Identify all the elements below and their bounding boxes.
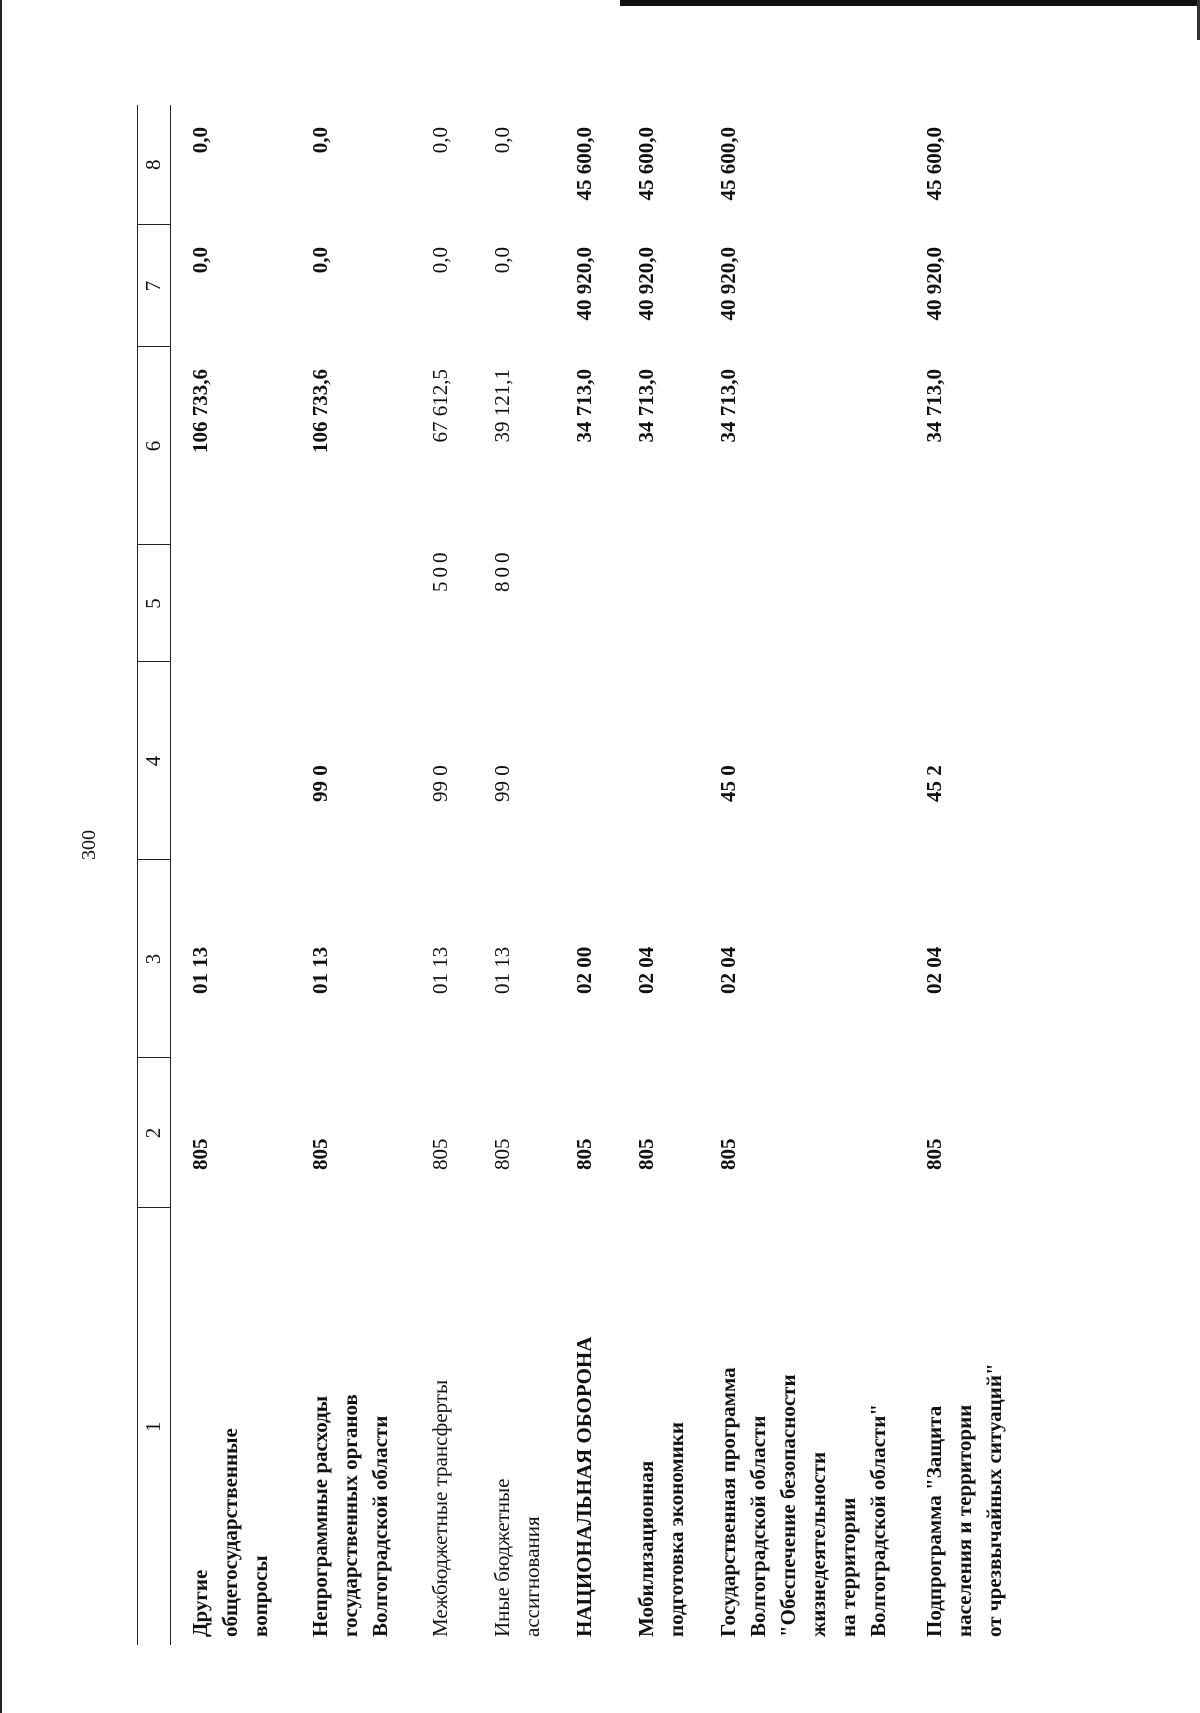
row-label: Межбюджетные трансферты bbox=[427, 1379, 452, 1637]
col-header-6: 6 bbox=[137, 347, 171, 545]
cell-col-5 bbox=[291, 545, 411, 662]
cell-col-8: 45 600,0 bbox=[633, 127, 658, 201]
cell-col-4: 45 0 bbox=[715, 765, 740, 802]
cell-col-8: 45 600,0 bbox=[715, 127, 740, 201]
cell-col-2: 805 bbox=[571, 1138, 596, 1170]
header-row bbox=[137, 105, 171, 1645]
cell-col-5 bbox=[555, 545, 617, 662]
row-label: НАЦИОНАЛЬНАЯ ОБОРОНА bbox=[571, 1336, 596, 1637]
cell-col-7: 40 920,0 bbox=[715, 247, 740, 321]
table-row bbox=[171, 105, 291, 1645]
table-row bbox=[473, 105, 555, 1645]
cell-col-5 bbox=[905, 545, 1025, 662]
cell-col-6: 106 733,6 bbox=[307, 369, 332, 453]
cell-col-5 bbox=[699, 545, 905, 662]
cell-col-4: 99 0 bbox=[489, 765, 514, 802]
budget-table bbox=[137, 105, 1025, 1645]
cell-col-6: 39 121,1 bbox=[489, 369, 514, 443]
cell-col-2: 805 bbox=[188, 1138, 212, 1170]
cell-col-4 bbox=[555, 662, 617, 860]
cell-col-5: 800 bbox=[489, 548, 514, 592]
cell-col-2: 805 bbox=[633, 1138, 658, 1170]
col-header-5: 5 bbox=[137, 545, 171, 662]
cell-col-6: 34 713,0 bbox=[921, 369, 946, 443]
row-label: Мобилизационная подготовка экономики bbox=[633, 1422, 688, 1637]
row-label: Непрограммные расходы государственных органов Волгоградской области bbox=[307, 1394, 392, 1637]
cell-col-8: 0,0 bbox=[188, 127, 212, 154]
cell-col-2: 805 bbox=[489, 1138, 514, 1170]
cell-col-3: 01 13 bbox=[307, 946, 332, 994]
table-row bbox=[699, 105, 905, 1645]
cell-col-8: 0,0 bbox=[307, 127, 332, 154]
cell-col-7: 0,0 bbox=[188, 247, 212, 274]
cell-col-3: 01 13 bbox=[188, 946, 212, 994]
cell-col-4: 99 0 bbox=[307, 765, 332, 802]
cell-col-3: 02 04 bbox=[633, 946, 658, 994]
cell-col-3: 02 04 bbox=[715, 946, 740, 994]
row-label: Другие общегосударственные вопросы bbox=[188, 1428, 272, 1637]
cell-col-3: 01 13 bbox=[489, 946, 514, 994]
cell-col-3: 02 00 bbox=[571, 946, 596, 994]
row-label: Государственная программа Волгоградской области "Обеспечение безопасности жизнедеятельности на территории Волгоградской области" bbox=[715, 1367, 890, 1637]
cell-col-7: 0,0 bbox=[307, 247, 332, 274]
row-label: Иные бюджетные ассигнования bbox=[489, 1478, 544, 1637]
cell-col-6: 34 713,0 bbox=[571, 369, 596, 443]
cell-col-7: 40 920,0 bbox=[921, 247, 946, 321]
cell-col-2: 805 bbox=[427, 1138, 452, 1170]
cell-col-4: 99 0 bbox=[427, 765, 452, 802]
cell-col-6: 106 733,6 bbox=[188, 369, 212, 453]
page-number: 300 bbox=[78, 830, 100, 860]
col-header-8: 8 bbox=[137, 105, 171, 225]
cell-col-7: 40 920,0 bbox=[571, 247, 596, 321]
cell-col-7: 40 920,0 bbox=[633, 247, 658, 321]
table-row bbox=[411, 105, 473, 1645]
col-header-7: 7 bbox=[137, 225, 171, 347]
cell-col-5 bbox=[617, 545, 699, 662]
table-row bbox=[905, 105, 1025, 1645]
col-header-2: 2 bbox=[137, 1058, 171, 1208]
cell-col-8: 45 600,0 bbox=[571, 127, 596, 201]
cell-col-4: 45 2 bbox=[921, 765, 946, 802]
row-label: Подпрограмма "Защита населения и территории от чрезвычайных ситуаций" bbox=[921, 1363, 1006, 1637]
cell-col-2: 805 bbox=[307, 1138, 332, 1170]
table-row bbox=[555, 105, 617, 1645]
cell-col-4 bbox=[617, 662, 699, 860]
cell-col-8: 45 600,0 bbox=[921, 127, 946, 201]
col-header-4: 4 bbox=[137, 662, 171, 860]
table-row bbox=[617, 105, 699, 1645]
cell-col-7: 0,0 bbox=[427, 247, 452, 274]
cell-col-3: 01 13 bbox=[427, 946, 452, 994]
cell-col-2: 805 bbox=[921, 1138, 946, 1170]
cell-col-6: 34 713,0 bbox=[633, 369, 658, 443]
cell-col-5 bbox=[171, 545, 291, 662]
cell-col-7: 0,0 bbox=[489, 247, 514, 274]
col-header-3: 3 bbox=[137, 860, 171, 1058]
cell-col-4 bbox=[171, 662, 291, 860]
cell-col-6: 34 713,0 bbox=[715, 369, 740, 443]
cell-col-8: 0,0 bbox=[489, 127, 514, 154]
cell-col-2: 805 bbox=[715, 1138, 740, 1170]
table-row bbox=[291, 105, 411, 1645]
cell-col-5: 500 bbox=[427, 548, 452, 592]
cell-col-3: 02 04 bbox=[921, 946, 946, 994]
cell-col-6: 67 612,5 bbox=[427, 369, 452, 443]
col-header-1: 1 bbox=[137, 1208, 171, 1645]
cell-col-8: 0,0 bbox=[427, 127, 452, 154]
